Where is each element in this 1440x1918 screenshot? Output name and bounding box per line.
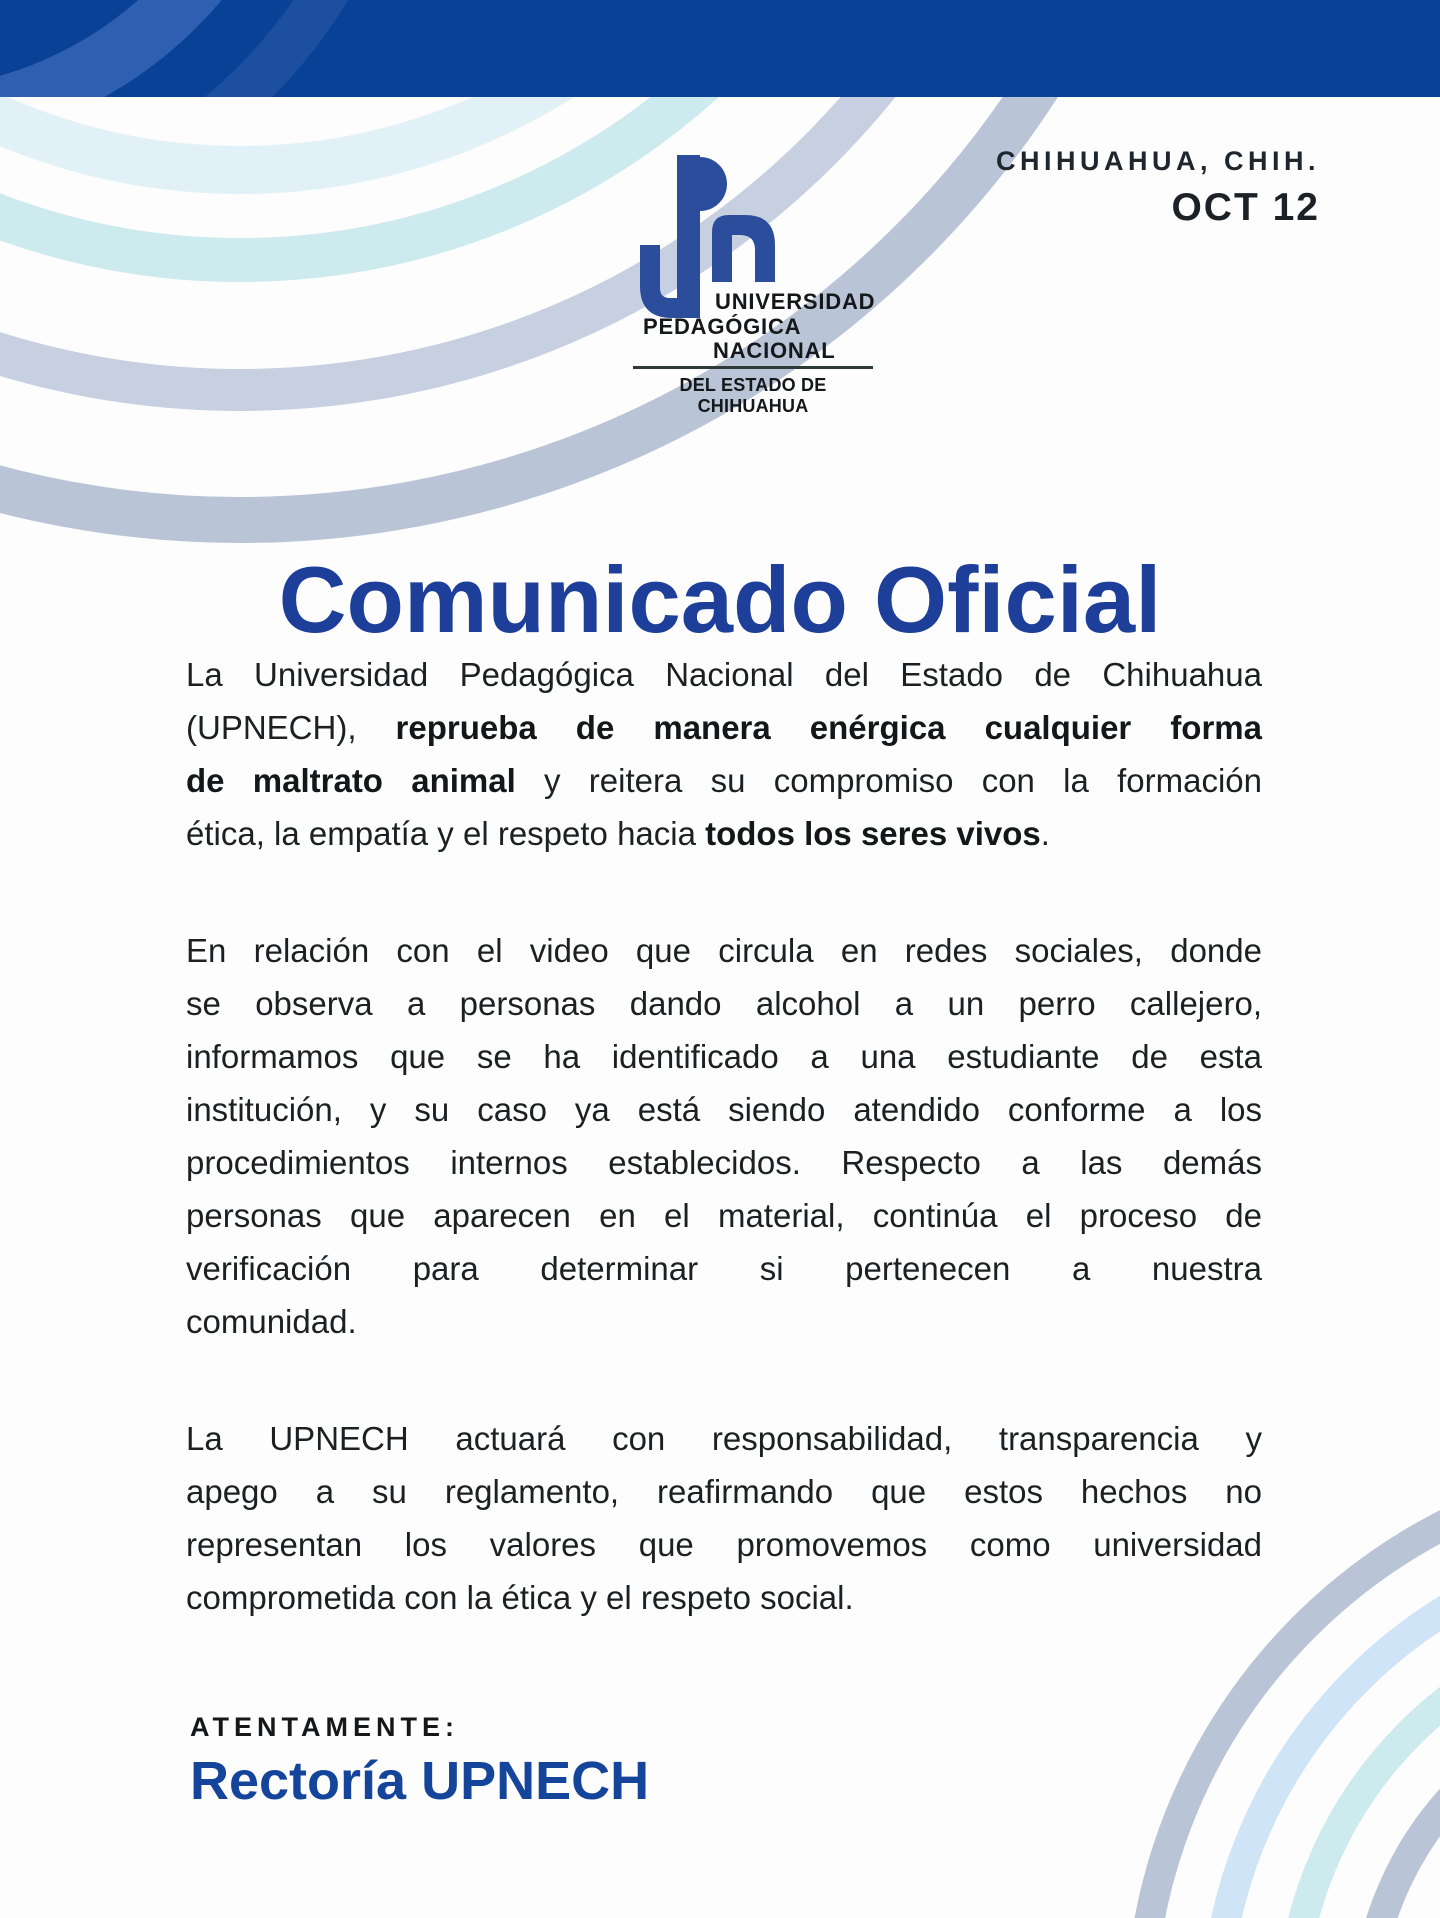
logo-divider — [633, 366, 873, 369]
text-line: comunidad. — [186, 1303, 357, 1340]
text-line: institución, y su caso ya está siendo atendido conforme a los — [186, 1091, 1262, 1128]
location-text: CHIHUAHUA, CHIH. — [996, 146, 1320, 176]
text-line: representan los valores que promovemos como universidad — [186, 1526, 1262, 1563]
text-line: procedimientos internos establecidos. Respecto a las demás — [186, 1144, 1262, 1181]
text-line: se observa a personas dando alcohol a un perro callejero, — [186, 985, 1262, 1022]
page-title: Comunicado Oficial — [278, 546, 1162, 652]
paragraph — [186, 924, 1262, 1348]
text-line: comprometida con la ética y el respeto social. — [186, 1579, 854, 1616]
text-line: En relación con el video que circula en redes sociales, donde — [186, 932, 1262, 969]
signature-block — [190, 1712, 649, 1812]
signature-label: ATENTAMENTE: — [190, 1712, 459, 1742]
top-bar — [0, 0, 1440, 97]
text-line: verificación para determinar si pertenecen a nuestra — [186, 1250, 1262, 1287]
paragraph — [186, 1412, 1262, 1624]
text-line: personas que aparecen en el material, continúa el proceso de — [186, 1197, 1262, 1234]
text-line: La Universidad Pedagógica Nacional del Estado de Chihuahua — [186, 656, 1262, 693]
paragraph — [186, 648, 1262, 860]
date-text: OCT 12 — [1171, 186, 1320, 229]
text-line: ética, la empatía y el respeto hacia todos los seres vivos. — [186, 815, 1050, 852]
text-line: apego a su reglamento, reafirmando que estos hechos no — [186, 1473, 1262, 1510]
text-line: de maltrato animal y reitera su compromiso con la formación — [186, 762, 1262, 799]
logo-subtitle: DEL ESTADO DE CHIHUAHUA — [679, 375, 827, 416]
signature-name: Rectoría UPNECH — [190, 1751, 650, 1811]
text-line: (UPNECH), reprueba de manera enérgica cualquier forma — [186, 709, 1263, 746]
logo-word-nacional: NACIONAL — [713, 338, 836, 363]
text-line: informamos que se ha identificado a una estudiante de esta — [186, 1038, 1262, 1075]
logo-word-universidad: UNIVERSIDAD — [715, 289, 876, 314]
header-dateline — [996, 146, 1320, 230]
text-line: La UPNECH actuará con responsabilidad, transparencia y — [186, 1420, 1262, 1457]
logo-word-pedagogica: PEDAGÓGICA — [643, 314, 802, 339]
body-text — [186, 648, 1262, 1688]
